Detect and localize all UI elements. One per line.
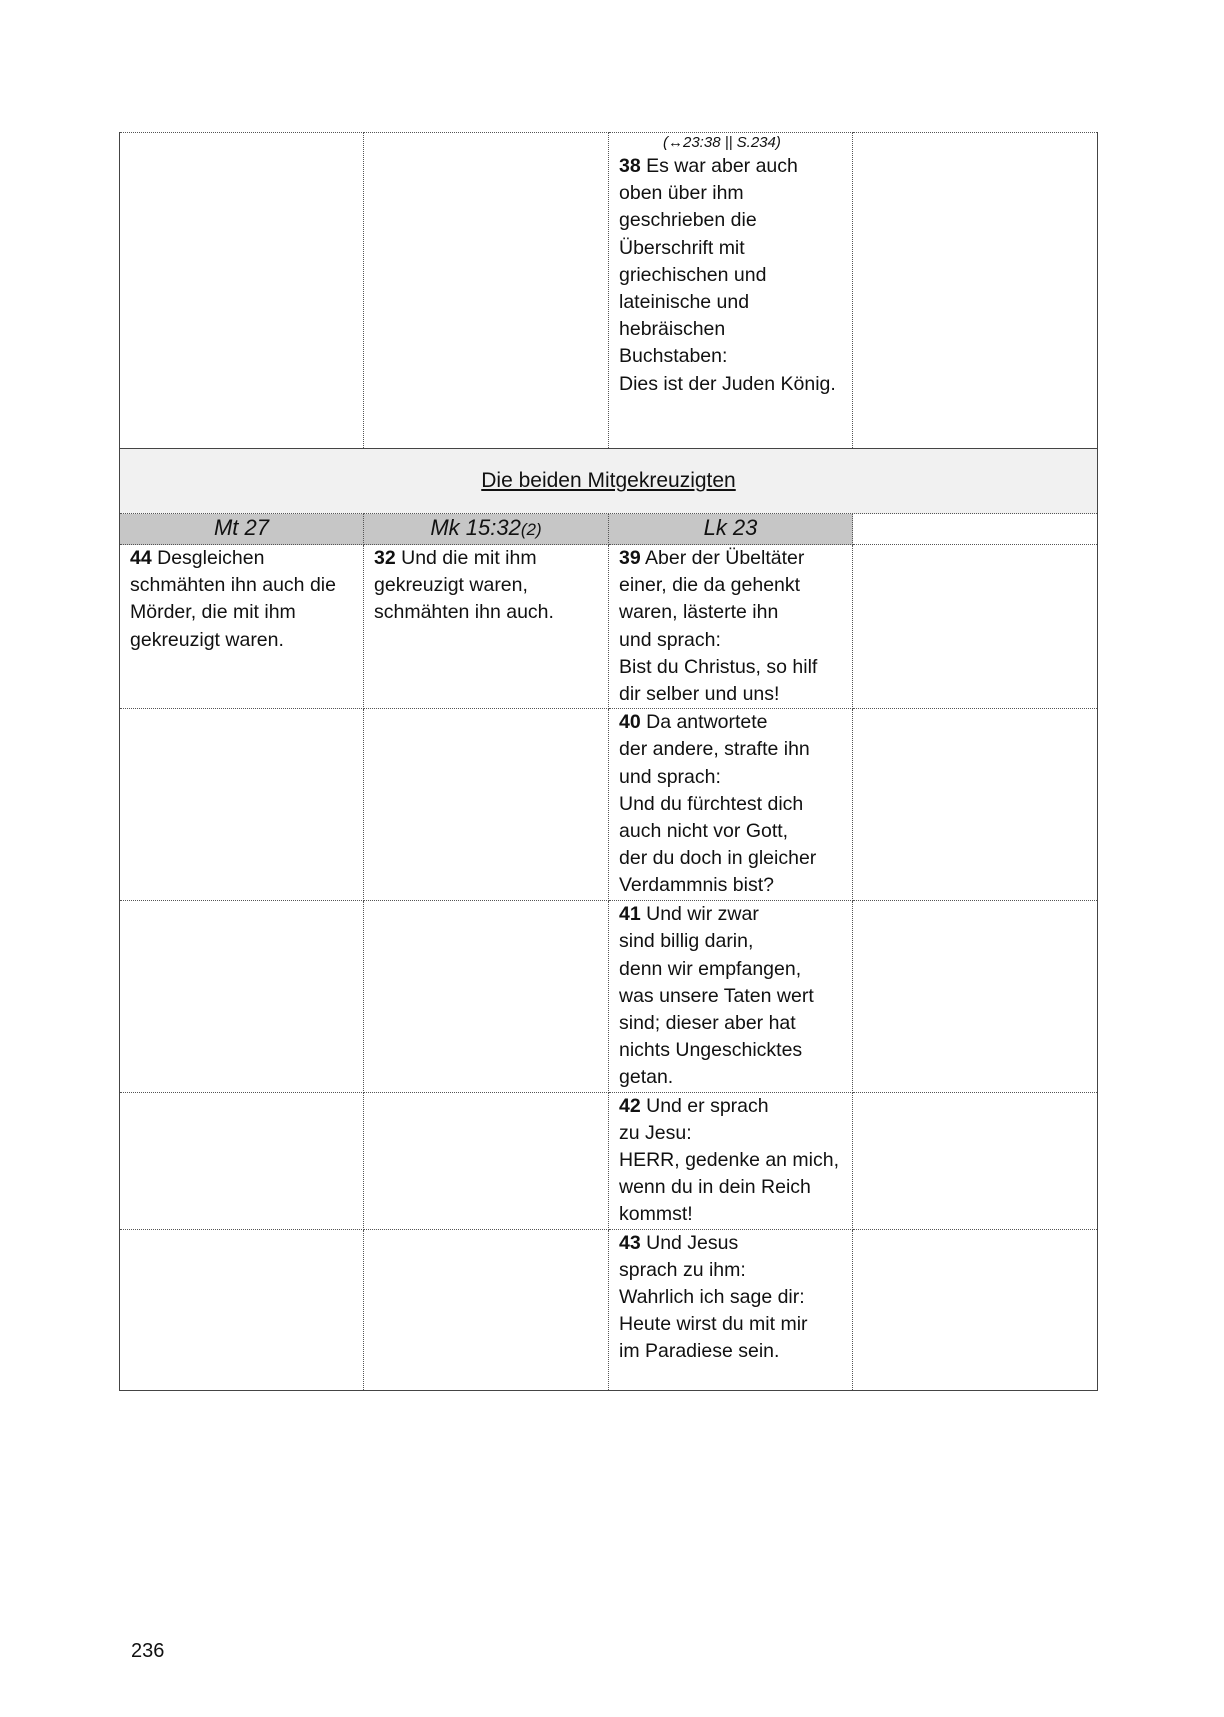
header-mt: Mt 27	[120, 514, 364, 545]
verse-text: Und Jesus sprach zu ihm: Wahrlich ich sage dir: Heute wirst du mit mir im Paradiese sein.	[619, 1231, 808, 1363]
synopsis-table	[119, 132, 1098, 1391]
verse-number: 44	[130, 547, 152, 569]
mk-cell	[364, 133, 609, 449]
verse-number: 38	[619, 155, 641, 177]
table-row	[120, 1092, 1098, 1229]
section-row	[120, 449, 1098, 514]
mk-cell	[364, 545, 609, 709]
extra-cell	[853, 1229, 1098, 1390]
lk-cell	[609, 1092, 853, 1229]
verse-text: Und er sprach zu Jesu: HERR, gedenke an mich, wenn du in dein Reich kommst!	[619, 1094, 840, 1226]
mt-cell	[120, 709, 364, 901]
extra-cell	[853, 709, 1098, 901]
mk-cell	[364, 1229, 609, 1390]
extra-cell	[853, 133, 1098, 449]
extra-cell	[853, 1092, 1098, 1229]
mk-cell	[364, 1092, 609, 1229]
verse-text: Aber der Übeltäter einer, die da gehenkt waren, lästerte ihn und sprach: Bist du Christus, so hilf dir selber und uns!	[619, 547, 818, 706]
verse-text: Da antwortete der andere, strafte ihn und sprach: Und du fürchtest dich auch nicht vor Gott, der du doch in gleicher Verdammnis bist?	[619, 711, 817, 897]
mt-cell	[120, 133, 364, 449]
mt-cell	[120, 901, 364, 1092]
verse-number: 43	[619, 1231, 641, 1254]
header-mk-text: Mk 15:32	[430, 515, 521, 540]
verse-text: Und die mit ihm gekreuzigt waren, schmähten ihn auch.	[374, 547, 554, 624]
header-extra	[853, 514, 1098, 545]
table-row	[120, 901, 1098, 1092]
lk-cell	[609, 901, 853, 1092]
page-number: 236	[131, 1640, 165, 1662]
verse-number: 39	[619, 547, 641, 569]
table-row	[120, 1229, 1098, 1390]
lk-cell	[609, 545, 853, 709]
mt-cell	[120, 1229, 364, 1390]
lk-cell	[609, 1229, 853, 1390]
lk-cell	[609, 709, 853, 901]
section-title	[120, 449, 1098, 514]
header-mk	[364, 514, 609, 545]
header-mk-suffix: (2)	[520, 520, 542, 539]
mt-cell	[120, 1092, 364, 1229]
verse-text: Desgleichen schmähten ihn auch die Mörder, die mit ihm gekreuzigt waren.	[130, 547, 336, 651]
mk-cell	[364, 901, 609, 1092]
mk-cell	[364, 709, 609, 901]
table-row	[120, 545, 1098, 709]
lk-cell	[609, 133, 853, 449]
table-row	[120, 709, 1098, 901]
mt-cell	[120, 545, 364, 709]
verse-text: Es war aber auch oben über ihm geschrieben die Überschrift mit griechischen und lateinische und hebräischen Buchstaben: Dies ist der Juden König.	[619, 155, 836, 395]
extra-cell	[853, 545, 1098, 709]
header-row	[120, 514, 1098, 545]
verse-number: 40	[619, 711, 641, 734]
verse-number: 41	[619, 903, 641, 926]
extra-cell	[853, 901, 1098, 1092]
table-row	[120, 133, 1098, 449]
verse-text: Und wir zwar sind billig darin, denn wir empfangen, was unsere Taten wert sind; dieser aber hat nichts Ungeschicktes getan.	[619, 903, 814, 1089]
header-lk: Lk 23	[609, 514, 853, 545]
section-title-text: Die beiden Mitgekreuzigten	[481, 469, 736, 493]
verse-number: 32	[374, 547, 396, 569]
cross-reference: (↔23:38 || S.234)	[663, 134, 781, 151]
verse-number: 42	[619, 1094, 641, 1117]
